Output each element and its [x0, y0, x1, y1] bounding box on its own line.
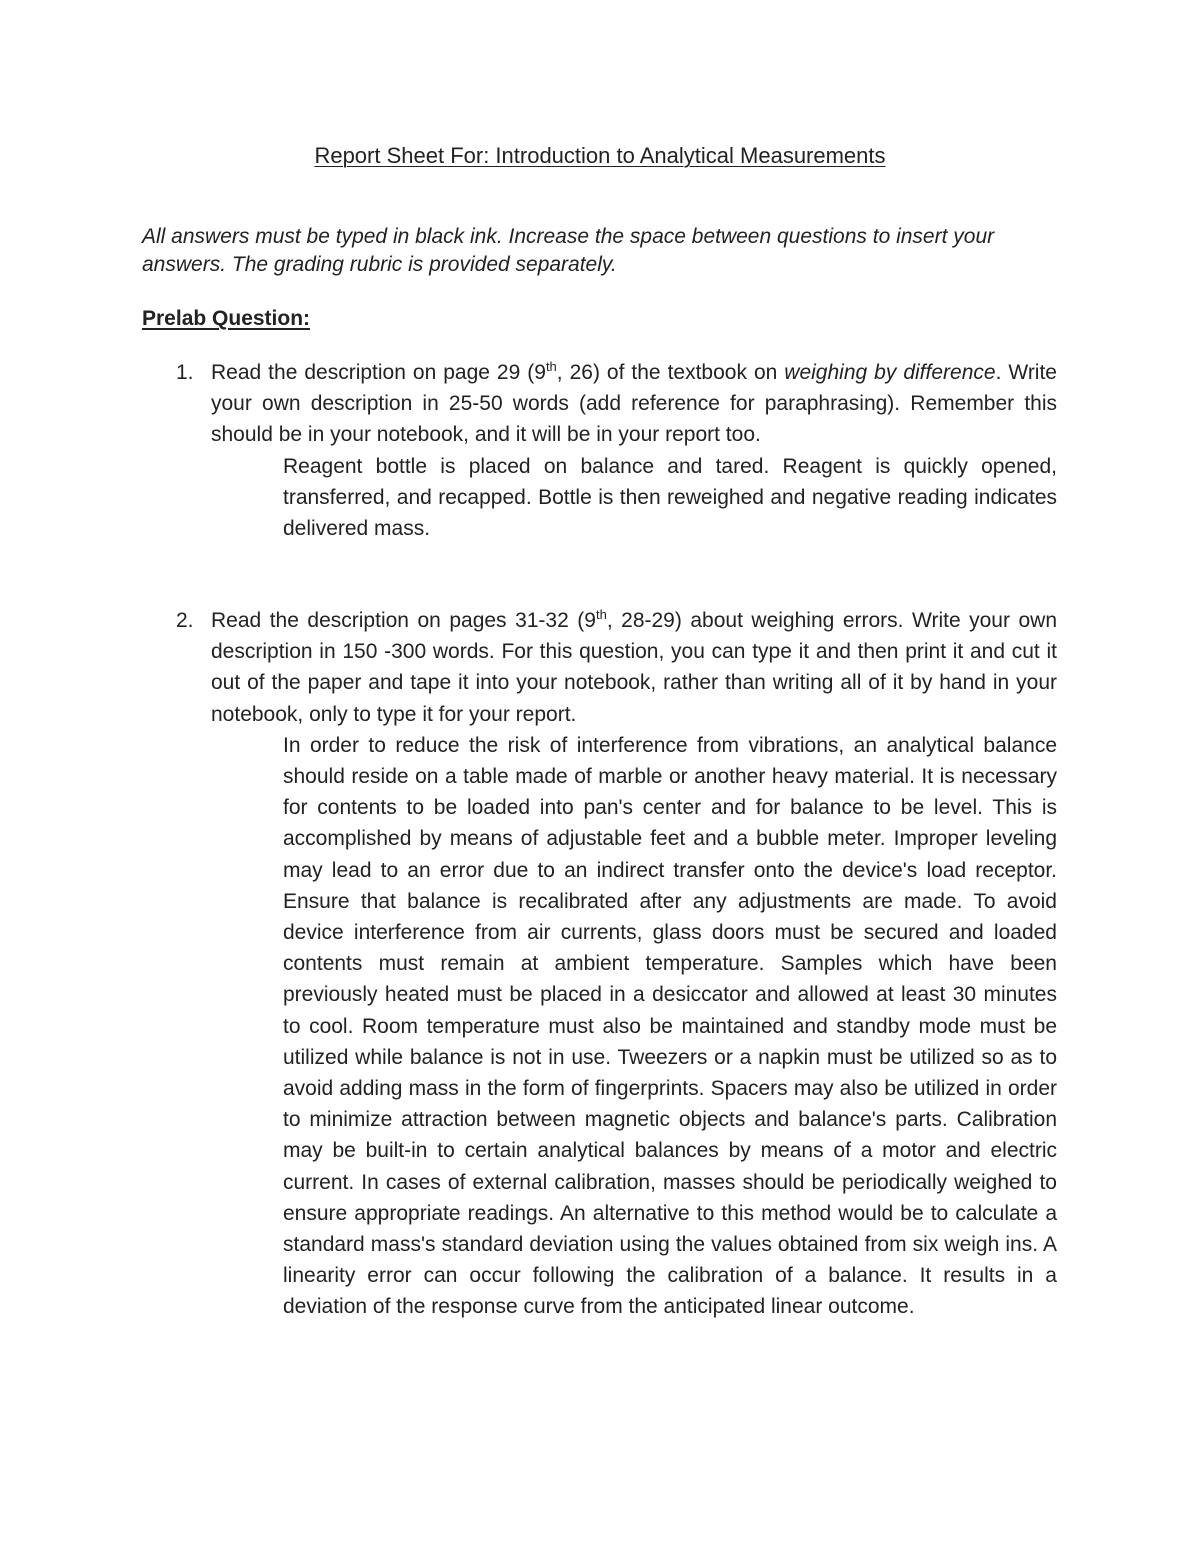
instructions-text: All answers must be typed in black ink. Increase the space between questions to insert your answers. The grading rubric is provided separately. — [142, 225, 995, 276]
document-title: Report Sheet For: Introduction to Analytical Measurements — [314, 143, 886, 168]
answer-text: Reagent bottle is placed on balance and tared. Reagent is quickly opened, transferred, and recapped. Bottle is then reweighed and negative reading indicates delivered mass. — [283, 454, 1057, 541]
question-2 — [142, 605, 1057, 1323]
question-number: 2. — [176, 609, 194, 632]
answer-text: In order to reduce the risk of interference from vibrations, an analytical balance should reside on a table made of marble or another heavy material. It is necessary for contents to be loaded into pan's center and for balance to be level. This is accomplished by means of adjustable feet and a bubble meter. Improper leveling may lead to an error due to an indirect transfer onto the device's load receptor. Ensure that balance is recalibrated after any adjustments are made. To avoid device interference from air currents, glass doors must be secured and loaded contents must remain at ambient temperature. Samples which have been previously heated must be placed in a desiccator and allowed at least 30 minutes to cool. Room temperature must also be maintained and standby mode must be utilized while balance is not in use. Tweezers or a napkin must be utilized so as to avoid adding mass in the form of fingerprints. Spacers may also be utilized in order to minimize attraction between magnetic objects and balance's parts. Calibration may be built-in to certain analytical balances by means of a motor and electric current. In cases of external calibration, masses should be periodically weighed to ensure appropriate readings. An alternative to this method would be to calculate a standard mass's standard deviation using the values obtained from six weigh ins. A linearity error can occur following the calibration of a balance. It results in a deviation of the response curve from the anticipated linear outcome. — [283, 733, 1057, 1319]
emphasis-text: weighing by difference — [784, 361, 996, 384]
question-text: Read the description on page 29 (9th, 26) of the textbook on weighing by difference. Write your own description in 25-50 words (add reference for paraphrasing). Remember this should be in your notebook, and it will be in your report too. — [211, 359, 1057, 447]
question-text: Read the description on pages 31-32 (9th, 28-29) about weighing errors. Write your own description in 150 -300 words. For this question, you can type it and then print it and cut it out of the paper and tape it into your notebook, rather than writing all of it by hand in your notebook, only to type it for your report. — [211, 607, 1058, 726]
section-heading: Prelab Question: — [142, 307, 311, 330]
question-1 — [142, 357, 1057, 544]
question-number: 1. — [176, 361, 194, 384]
